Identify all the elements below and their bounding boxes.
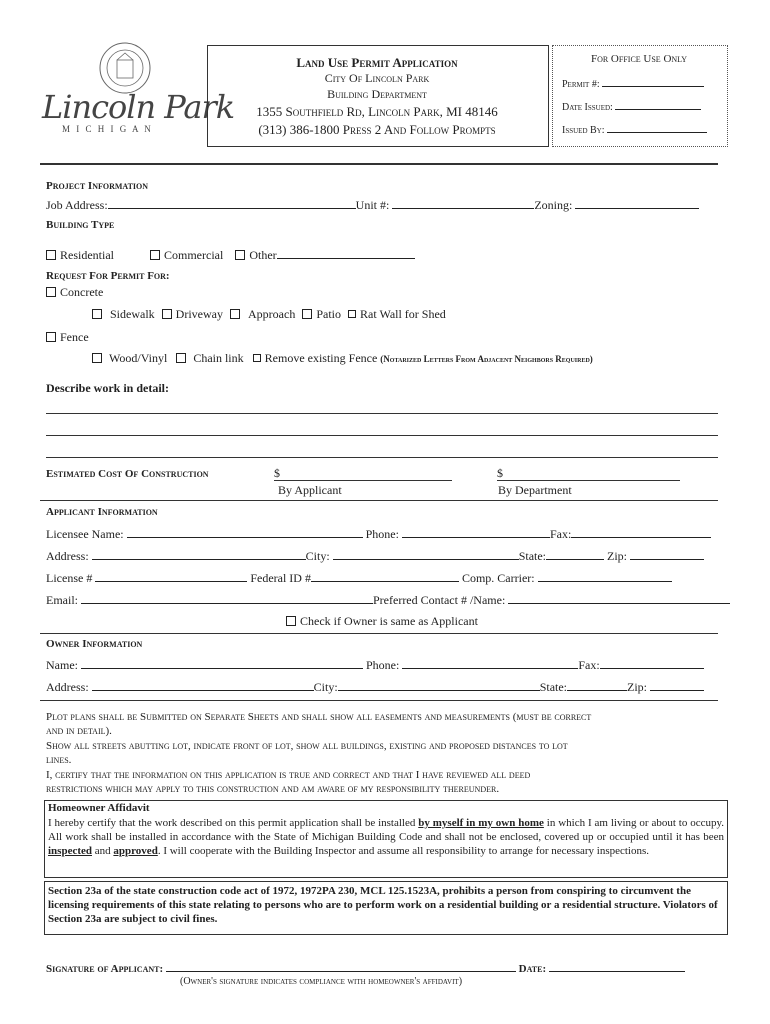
preferred-contact-field[interactable] [508,593,730,604]
affidavit-title: Homeowner Affidavit [48,802,150,814]
approach-checkbox[interactable] [230,309,240,319]
logo-city-name: Lincoln Park [42,88,235,126]
fence-row: Fence [46,330,89,345]
request-heading: Request For Permit For: [46,270,170,282]
owner-fax-field[interactable] [600,658,704,669]
logo-state: M I C H I G A N [62,124,153,134]
certify-note: I, certify that the information on this application is true and correct and that I have reviewed all deed [46,769,531,781]
chainlink-checkbox[interactable] [176,353,186,363]
owner-phone-field[interactable] [402,658,578,669]
licensee-field[interactable] [127,527,363,538]
owner-name-field[interactable] [81,658,363,669]
owner-address-field[interactable] [92,680,314,691]
owner-name-row: Name: Phone: Fax: [46,658,704,673]
permit-number-field[interactable] [602,76,704,87]
owner-state-field[interactable] [567,680,627,691]
job-address-row: Job Address: Unit #: Zoning: [46,198,699,213]
ratwall-checkbox[interactable] [348,310,356,318]
applicant-phone-field[interactable] [402,527,550,538]
project-info-heading: Project Information [46,180,149,192]
comp-carrier-field[interactable] [538,571,672,582]
certify-note-cont: restrictions which may apply to this construction and am aware of my responsibility thereunder. [46,783,500,795]
cost-department-field[interactable] [497,480,680,481]
woodvinyl-checkbox[interactable] [92,353,102,363]
plot-plans-note: Plot plans shall be Submitted on Separate Sheets and shall show all easements and measurements (must be correct [46,711,592,723]
by-department-label: By Department [498,483,572,497]
same-as-applicant-row: Check if Owner is same as Applicant [286,614,478,629]
fence-options-row: Wood/Vinyl Chain link Remove existing Fence (Notarized Letters From Adjacent Neighbors Required) [92,351,593,366]
date-field[interactable] [549,961,685,972]
patio-checkbox[interactable] [302,309,312,319]
header-address: 1355 Southfield Rd, Lincoln Park, MI 48146 [256,104,498,119]
plot-plans-note-cont: and in detail). [46,725,112,737]
owner-address-row: Address: City: State: Zip: [46,680,704,695]
signature-note: (Owner's signature indicates compliance with homeowner's affidavit) [180,976,463,987]
streets-note-cont: lines. [46,754,72,766]
concrete-options-row: Sidewalk Driveway Approach Patio Rat Wall for Shed [92,307,446,322]
signature-row: Signature of Applicant: Date: [46,961,685,975]
date-issued-field[interactable] [615,99,701,110]
zoning-field[interactable] [575,198,699,209]
driveway-checkbox[interactable] [162,309,172,319]
commercial-checkbox[interactable] [150,250,160,260]
concrete-checkbox[interactable] [46,287,56,297]
building-type-row: Residential Commercial Other [46,248,415,263]
date-issued-label: Date Issued: [562,99,701,113]
divider [40,700,718,701]
license-field[interactable] [95,571,247,582]
header-city: City Of Lincoln Park [324,71,430,85]
unit-field[interactable] [392,198,534,209]
divider [40,633,718,634]
form-title: Land Use Permit Application [296,55,458,70]
building-type-heading: Building Type [46,219,115,231]
section-23a-text: Section 23a of the state construction code act of 1972, 1972PA 230, MCL 125.1523A, prohibits a person from conspiring to circumvent the licensing requirements of this state relating to persons who are to perform work on a residential building or a residential structure. Violators of Section 23a are subject to civil fines. [48,885,718,925]
federal-id-field[interactable] [311,571,459,582]
cost-department-dollar: $ [497,466,503,480]
licensee-row: Licensee Name: Phone: Fax: [46,527,711,542]
applicant-info-heading: Applicant Information [46,506,158,518]
owner-zip-field[interactable] [650,680,704,691]
describe-label: Describe work in detail: [46,381,169,395]
owner-city-field[interactable] [338,680,540,691]
header-phone: (313) 386-1800 Press 2 And Follow Prompts [258,122,496,137]
cost-applicant-dollar: $ [274,466,280,480]
signature-field[interactable] [166,961,516,972]
applicant-fax-field[interactable] [571,527,711,538]
license-row: License # Federal ID # Comp. Carrier: [46,571,672,586]
other-checkbox[interactable] [235,250,245,260]
divider [40,163,718,165]
applicant-address-field[interactable] [92,549,306,560]
describe-line-3[interactable] [46,457,718,458]
header-department: Building Department [327,87,427,101]
job-address-field[interactable] [108,198,356,209]
cost-applicant-field[interactable] [274,480,452,481]
other-field[interactable] [277,248,415,259]
email-row: Email: Preferred Contact # /Name: [46,593,730,608]
city-logo [40,40,235,140]
issued-by-field[interactable] [607,122,707,133]
cost-label: Estimated Cost Of Construction [46,468,209,480]
affidavit-text: I hereby certify that the work described on this permit application shall be installed by myself in my own home in which I am living or about to occupy. All work shall be installed in accordance with the State of Michigan Building Code and shall not be enclosed, covered up or occupied until it has been inspected and approved. I will cooperate with the Building Inspector and assume all responsibility to arrange for necessary inspections. [48,817,724,857]
describe-line-2[interactable] [46,435,718,436]
applicant-state-field[interactable] [546,549,604,560]
same-as-applicant-checkbox[interactable] [286,616,296,626]
streets-note: Show all streets abutting lot, indicate front of lot, show all buildings, existing and proposed distances to lot [46,740,568,752]
applicant-zip-field[interactable] [630,549,704,560]
sidewalk-checkbox[interactable] [92,309,102,319]
residential-checkbox[interactable] [46,250,56,260]
owner-info-heading: Owner Information [46,638,143,650]
office-use-title: For Office Use Only [590,53,688,65]
email-field[interactable] [81,593,373,604]
applicant-address-row: Address: City: State: Zip: [46,549,704,564]
issued-by-label: Issued By: [562,122,707,136]
divider [40,500,718,501]
concrete-row: Concrete [46,285,103,300]
describe-line-1[interactable] [46,413,718,414]
remove-fence-checkbox[interactable] [253,354,261,362]
by-applicant-label: By Applicant [278,483,342,497]
fence-checkbox[interactable] [46,332,56,342]
permit-number-label: Permit #: [562,76,704,90]
applicant-city-field[interactable] [333,549,519,560]
